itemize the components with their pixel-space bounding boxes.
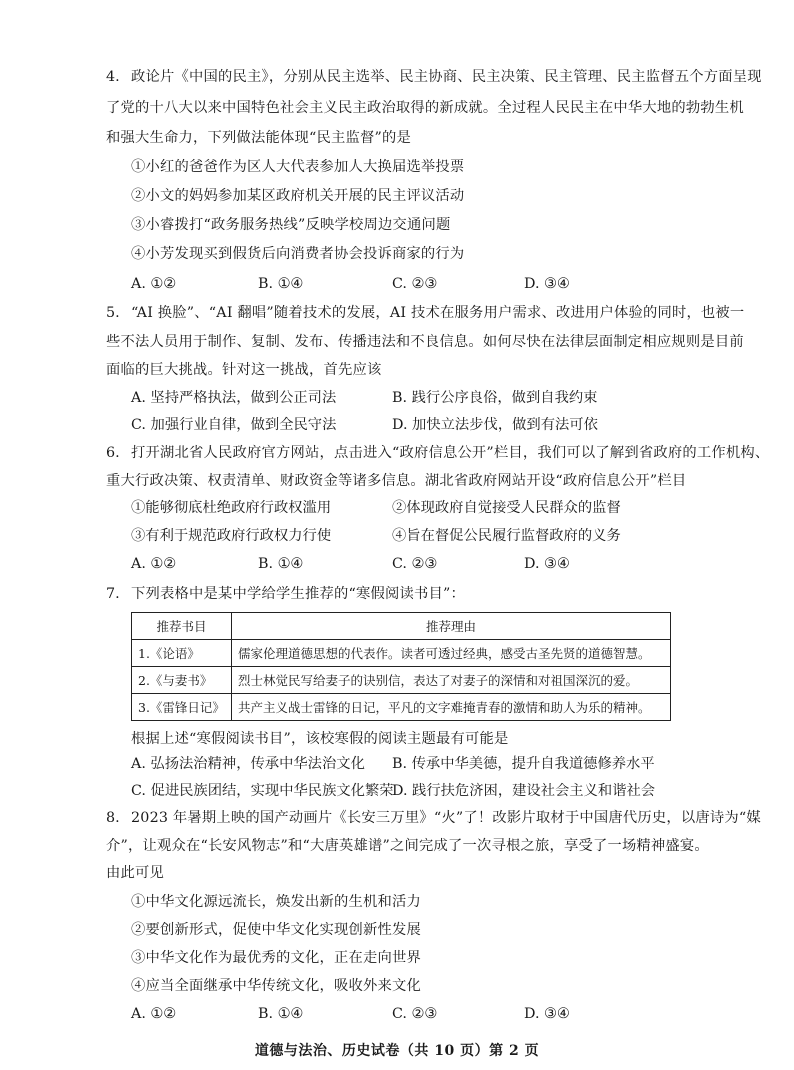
q8-stem-line-3: 由此可见 bbox=[106, 865, 164, 881]
q8-option-d: D. ③④ bbox=[524, 1006, 570, 1022]
q4-option-d: D. ③④ bbox=[524, 276, 570, 292]
q8-number: 8. bbox=[106, 810, 120, 826]
q7-option-c: C. 促进民族团结，实现中华民族文化繁荣 bbox=[131, 783, 394, 799]
table-cell-reason: 共产主义战士雷锋的日记，平凡的文字难掩青春的激情和助人为乐的精神。 bbox=[231, 694, 670, 721]
q5-option-d: D. 加快立法步伐，做到有法可依 bbox=[392, 417, 598, 433]
q4-statement-3: ③小睿拨打“政务服务热线”反映学校周边交通问题 bbox=[131, 217, 451, 233]
q5-option-a: A. 坚持严格执法，做到公正司法 bbox=[131, 390, 337, 406]
page-footer: 道德与法治、历史试卷（共 10 页）第 2 页 bbox=[254, 1043, 540, 1059]
q5-stem-line-1: “AI 换脸”、“AI 翻唱”随着技术的发展，AI 技术在服务用户需求、改进用户体验的同时，也被一 bbox=[131, 305, 745, 321]
table-row bbox=[132, 694, 671, 721]
q8-statement-3: ③中华文化作为最优秀的文化，正在走向世界 bbox=[131, 950, 421, 966]
q8-statement-4: ④应当全面继承中华传统文化，吸收外来文化 bbox=[131, 978, 421, 994]
q5-option-b: B. 践行公序良俗，做到自我约束 bbox=[392, 390, 598, 406]
q6-number: 6. bbox=[106, 445, 120, 461]
q6-option-a: A. ①② bbox=[131, 556, 177, 572]
q6-stem-line-1: 打开湖北省人民政府官方网站，点击进入“政府信息公开”栏目，我们可以了解到省政府的工作机构、 bbox=[131, 445, 770, 461]
q5-stem-line-2: 些不法人员用于制作、复制、发布、传播违法和不良信息。如何尽快在法律层面制定相应规则是目前 bbox=[106, 334, 744, 350]
q6-statement-3: ③有利于规范政府行政权力行使 bbox=[131, 528, 332, 544]
q8-option-b: B. ①④ bbox=[258, 1006, 304, 1022]
q6-option-b: B. ①④ bbox=[258, 556, 304, 572]
q4-stem-line-2: 了党的十八大以来中国特色社会主义民主政治取得的新成就。全过程人民民主在中华大地的勃勃生机 bbox=[106, 100, 744, 116]
table-cell-book: 1.《论语》 bbox=[132, 640, 232, 667]
q7-intro: 下列表格中是某中学给学生推荐的“寒假阅读书目”： bbox=[131, 586, 465, 602]
q8-option-a: A. ①② bbox=[131, 1006, 177, 1022]
table-cell-reason: 烈士林觉民写给妻子的诀别信，表达了对妻子的深情和对祖国深沉的爱。 bbox=[231, 667, 670, 694]
q4-statement-1: ①小红的爸爸作为区人大代表参加人大换届选举投票 bbox=[131, 159, 465, 175]
q7-number: 7. bbox=[106, 586, 120, 602]
q4-statement-2: ②小文的妈妈参加某区政府机关开展的民主评议活动 bbox=[131, 188, 465, 204]
q5-number: 5. bbox=[106, 305, 120, 321]
q4-stem-line-3: 和强大生命力，下列做法能体现“民主监督”的是 bbox=[106, 130, 411, 146]
table-header-row bbox=[132, 613, 671, 640]
q4-option-b: B. ①④ bbox=[258, 276, 304, 292]
q7-option-b: B. 传承中华美德，提升自我道德修养水平 bbox=[392, 756, 655, 772]
q5-stem-line-3: 面临的巨大挑战。针对这一挑战，首先应该 bbox=[106, 362, 382, 378]
q8-statement-1: ①中华文化源远流长，焕发出新的生机和活力 bbox=[131, 894, 421, 910]
q7-option-a: A. 弘扬法治精神，传承中华法治文化 bbox=[131, 756, 365, 772]
q6-statement-4: ④旨在督促公民履行监督政府的义务 bbox=[392, 528, 621, 544]
table-cell-reason: 儒家伦理道德思想的代表作。读者可透过经典，感受古圣先贤的道德智慧。 bbox=[231, 640, 670, 667]
table-header-reason: 推荐理由 bbox=[231, 613, 670, 640]
table-row bbox=[132, 640, 671, 667]
q6-stem-line-2: 重大行政决策、权责清单、财政资金等诸多信息。湖北省政府网站开设“政府信息公开”栏目 bbox=[106, 473, 687, 489]
q6-statement-1: ①能够彻底杜绝政府行政权滥用 bbox=[131, 500, 332, 516]
q7-question: 根据上述“寒假阅读书目”，该校寒假的阅读主题最有可能是 bbox=[131, 731, 509, 747]
q6-statement-2: ②体现政府自觉接受人民群众的监督 bbox=[392, 500, 621, 516]
q8-statement-2: ②要创新形式，促使中华文化实现创新性发展 bbox=[131, 922, 421, 938]
table-cell-book: 3.《雷锋日记》 bbox=[132, 694, 232, 721]
q5-option-c: C. 加强行业自律，做到全民守法 bbox=[131, 417, 337, 433]
q4-option-a: A. ①② bbox=[131, 276, 177, 292]
table-header-book: 推荐书目 bbox=[132, 613, 232, 640]
q4-option-c: C. ②③ bbox=[392, 276, 438, 292]
q8-stem-line-1: 2023 年暑期上映的国产动画片《长安三万里》“火”了！改影片取材于中国唐代历史，以唐诗为“媒 bbox=[131, 810, 761, 826]
q4-statement-4: ④小芳发现买到假货后向消费者协会投诉商家的行为 bbox=[131, 246, 465, 262]
q6-option-d: D. ③④ bbox=[524, 556, 570, 572]
q8-stem-line-2: 介”，让观众在“长安风物志”和“大唐英雄谱”之间完成了一次寻根之旅，享受了一场精神盛宴。 bbox=[106, 838, 709, 854]
q4-stem-line-1: 政论片《中国的民主》，分别从民主选举、民主协商、民主决策、民主管理、民主监督五个方面呈现 bbox=[131, 69, 762, 85]
q6-option-c: C. ②③ bbox=[392, 556, 438, 572]
reading-list-table bbox=[131, 612, 671, 721]
table-cell-book: 2.《与妻书》 bbox=[132, 667, 232, 694]
q8-option-c: C. ②③ bbox=[392, 1006, 438, 1022]
q4-number: 4. bbox=[106, 69, 120, 85]
table-row bbox=[132, 667, 671, 694]
q7-option-d: D. 践行扶危济困，建设社会主义和谐社会 bbox=[392, 783, 656, 799]
